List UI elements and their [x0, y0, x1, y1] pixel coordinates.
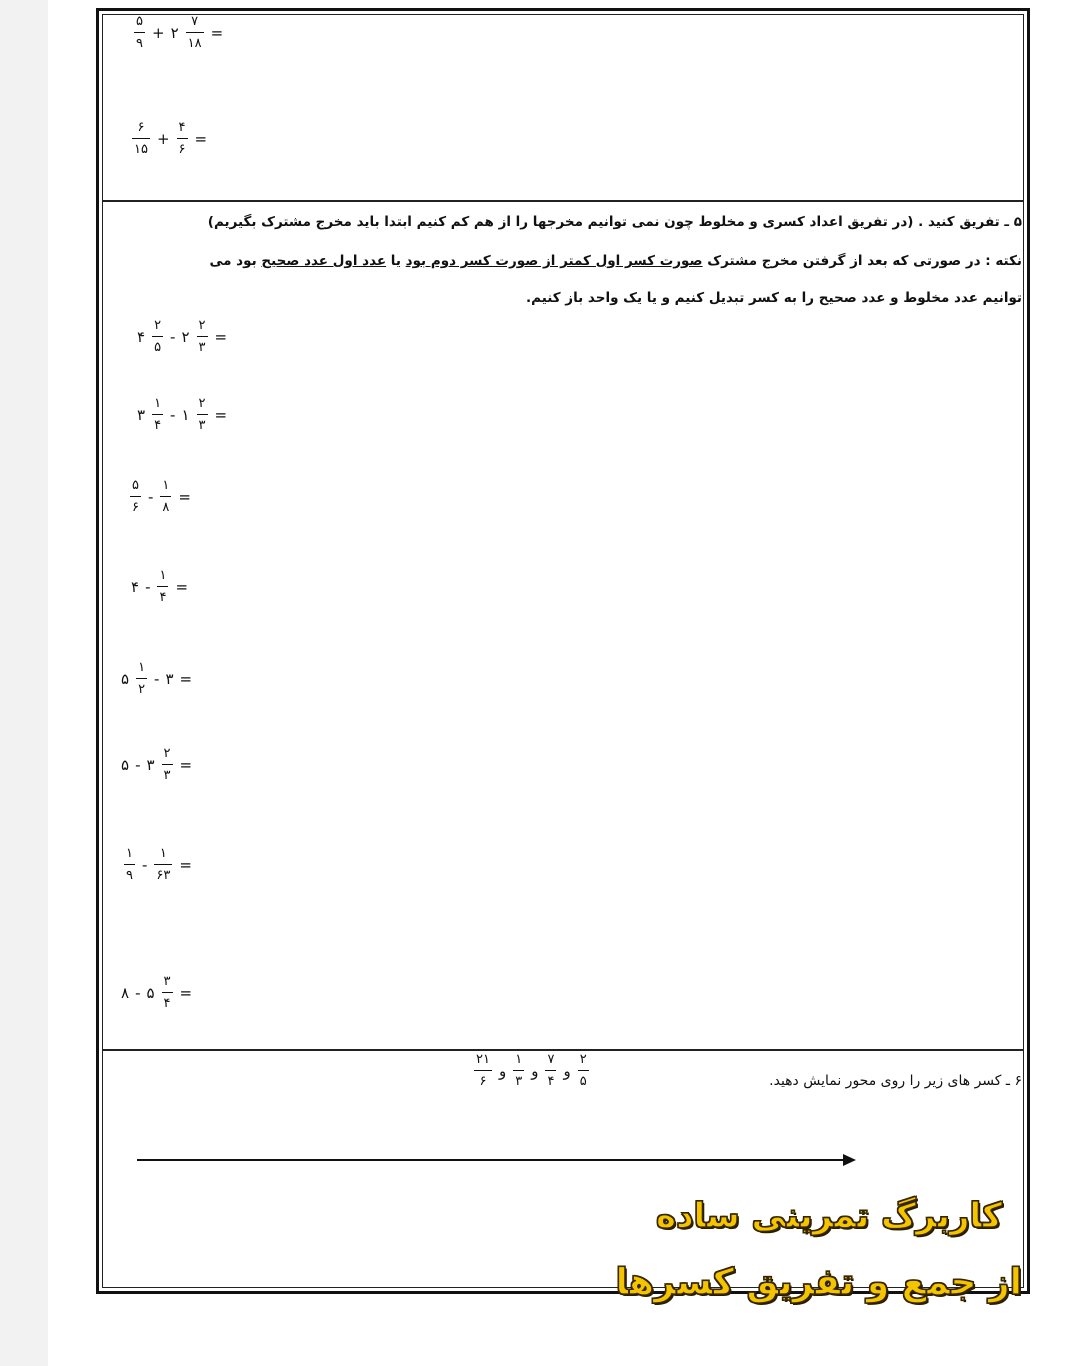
fraction-bar — [578, 1070, 589, 1071]
operator: - — [135, 755, 141, 774]
operator: - — [154, 669, 160, 688]
page-border-inner — [102, 14, 1024, 1288]
fraction — [124, 846, 135, 883]
problem — [118, 746, 195, 783]
fraction-numerator: ۲ — [579, 1052, 587, 1067]
section5-note: نکته : در صورتی که بعد از گرفتن مخرج مشترک صورت کسر اول کمتر از صورت کسر دوم بود یا عدد اول عدد صحیح بود می — [209, 253, 1022, 269]
fraction-bar — [154, 864, 172, 865]
operator: - — [145, 577, 151, 596]
operator: = — [179, 983, 193, 1002]
problem — [120, 846, 195, 883]
fraction-numerator: ۷ — [547, 1052, 555, 1067]
operator: = — [210, 23, 224, 42]
operator: = — [179, 855, 192, 874]
fraction-bar — [197, 414, 208, 415]
operator: - — [141, 855, 148, 874]
fraction-bar — [162, 992, 173, 993]
fraction-bar — [177, 138, 188, 139]
fraction-bar — [513, 1070, 524, 1071]
number-line — [137, 1159, 845, 1161]
section5-title: ۵ ـ تفریق کنید . (در تفریق اعداد کسری و مخلوط چون نمی توانیم مخرجها را از هم کم کنیم ابتدا باید مخرج مشترک بگیریم) — [207, 214, 1022, 230]
caption-line-1: کاربرگ تمرینی ساده — [656, 1196, 1002, 1236]
fraction-bar — [124, 864, 135, 865]
fraction-denominator: ۳ — [163, 768, 171, 783]
problem — [128, 120, 210, 157]
separator: و — [531, 1061, 539, 1080]
fraction — [474, 1052, 492, 1089]
fraction-bar — [186, 32, 204, 33]
fraction-numerator: ۲ — [154, 318, 162, 333]
whole-number: ۵ — [146, 983, 155, 1002]
whole-number: ۵ — [121, 669, 130, 688]
fraction-bar — [132, 138, 150, 139]
operator: = — [179, 669, 193, 688]
separator: و — [563, 1061, 571, 1080]
section6-fraction-list — [470, 1052, 593, 1089]
section5-note-cont: توانیم عدد مخلوط و عدد صحیح را به کسر تبدیل کنیم و یا یک واحد باز کنیم. — [526, 290, 1022, 306]
fraction — [513, 1052, 524, 1089]
fraction-denominator: ۱۸ — [187, 36, 202, 51]
operator: = — [175, 577, 189, 596]
fraction — [162, 974, 173, 1011]
operator: = — [178, 487, 191, 506]
fraction — [186, 14, 204, 51]
fraction-bar — [130, 496, 141, 497]
fraction-numerator: ۶ — [137, 120, 145, 135]
whole-number: ۸ — [121, 983, 130, 1002]
fraction-numerator: ۱ — [126, 846, 133, 861]
fraction-numerator: ۲ — [163, 746, 171, 761]
problem — [118, 974, 195, 1011]
fraction-bar — [152, 336, 163, 337]
operator: + — [156, 129, 170, 148]
problem — [118, 660, 195, 697]
whole-number: ۲ — [170, 23, 179, 42]
fraction — [157, 568, 168, 605]
operator: = — [214, 405, 228, 424]
whole-number: ۳ — [137, 405, 146, 424]
fraction-denominator: ۵ — [579, 1074, 587, 1089]
fraction-denominator: ۴ — [159, 590, 167, 605]
fraction — [152, 318, 163, 355]
problem — [130, 14, 226, 51]
fraction-denominator: ۳ — [198, 340, 206, 355]
whole-number: ۱ — [181, 405, 190, 424]
fraction — [160, 478, 171, 515]
fraction-denominator: ۳ — [515, 1074, 523, 1089]
fraction — [130, 478, 141, 515]
fraction — [197, 318, 208, 355]
section-divider-5 — [102, 200, 1024, 202]
fraction — [177, 120, 188, 157]
fraction-denominator: ۶ — [479, 1074, 487, 1089]
fraction-denominator: ۴ — [154, 418, 162, 433]
fraction — [154, 846, 172, 883]
fraction-numerator: ۲۱ — [476, 1052, 490, 1067]
fraction-numerator: ۷ — [191, 14, 199, 29]
fraction-numerator: ۵ — [136, 14, 143, 29]
operator: + — [151, 23, 165, 42]
problem — [128, 568, 191, 605]
separator: و — [498, 1061, 507, 1080]
fraction-denominator: ۶ — [132, 500, 139, 515]
fraction — [197, 396, 208, 433]
fraction-denominator: ۸ — [162, 500, 170, 515]
fraction-numerator: ۲ — [198, 318, 206, 333]
fraction — [134, 14, 145, 51]
fraction-bar — [162, 764, 173, 765]
whole-number: ۵ — [121, 755, 130, 774]
fraction-denominator: ۹ — [126, 868, 133, 883]
fraction — [162, 746, 173, 783]
operator: = — [214, 327, 228, 346]
fraction-bar — [136, 678, 147, 679]
fraction-numerator: ۱ — [154, 396, 162, 411]
operator: - — [135, 983, 141, 1002]
section-divider-6 — [102, 1049, 1024, 1051]
fraction-bar — [160, 496, 171, 497]
whole-number: ۲ — [181, 327, 190, 346]
problem — [134, 318, 230, 355]
whole-number: ۳ — [165, 669, 174, 688]
problem — [126, 478, 194, 515]
fraction-numerator: ۱ — [159, 568, 167, 583]
whole-number: ۴ — [131, 577, 140, 596]
fraction-bar — [197, 336, 208, 337]
fraction-denominator: ۵ — [154, 340, 162, 355]
fraction-bar — [157, 586, 168, 587]
caption-line-2: از جمع و تفریق کسرها — [615, 1262, 1022, 1303]
fraction-numerator: ۱ — [515, 1052, 523, 1067]
fraction-denominator: ۱۵ — [134, 142, 148, 157]
fraction — [132, 120, 150, 157]
section6-instruction: ۶ ـ کسر های زیر را روی محور نمایش دهید. — [769, 1073, 1022, 1089]
number-line-arrow-icon — [843, 1154, 856, 1166]
fraction-numerator: ۴ — [178, 120, 186, 135]
fraction-denominator: ۲ — [138, 682, 146, 697]
fraction-bar — [474, 1070, 492, 1071]
problem — [134, 396, 230, 433]
fraction-numerator: ۱ — [162, 478, 170, 493]
fraction-numerator: ۲ — [198, 396, 206, 411]
fraction — [578, 1052, 589, 1089]
operator: = — [179, 755, 193, 774]
fraction — [152, 396, 163, 433]
fraction-bar — [134, 32, 145, 33]
fraction-denominator: ۶۳ — [156, 868, 171, 883]
operator: - — [170, 327, 176, 346]
fraction-numerator: ۳ — [163, 974, 171, 989]
fraction-denominator: ۴ — [163, 996, 171, 1011]
operator: - — [147, 487, 154, 506]
fraction — [545, 1052, 556, 1089]
fraction-numerator: ۱ — [138, 660, 146, 675]
fraction-denominator: ۹ — [136, 36, 143, 51]
fraction-bar — [152, 414, 163, 415]
operator: = — [194, 129, 208, 148]
fraction — [136, 660, 147, 697]
fraction-denominator: ۴ — [547, 1074, 555, 1089]
whole-number: ۴ — [137, 327, 146, 346]
whole-number: ۳ — [146, 755, 155, 774]
fraction-numerator: ۵ — [132, 478, 139, 493]
fraction-bar — [545, 1070, 556, 1071]
fraction-numerator: ۱ — [159, 846, 167, 861]
operator: - — [170, 405, 176, 424]
fraction-denominator: ۶ — [178, 142, 186, 157]
fraction-denominator: ۳ — [198, 418, 206, 433]
